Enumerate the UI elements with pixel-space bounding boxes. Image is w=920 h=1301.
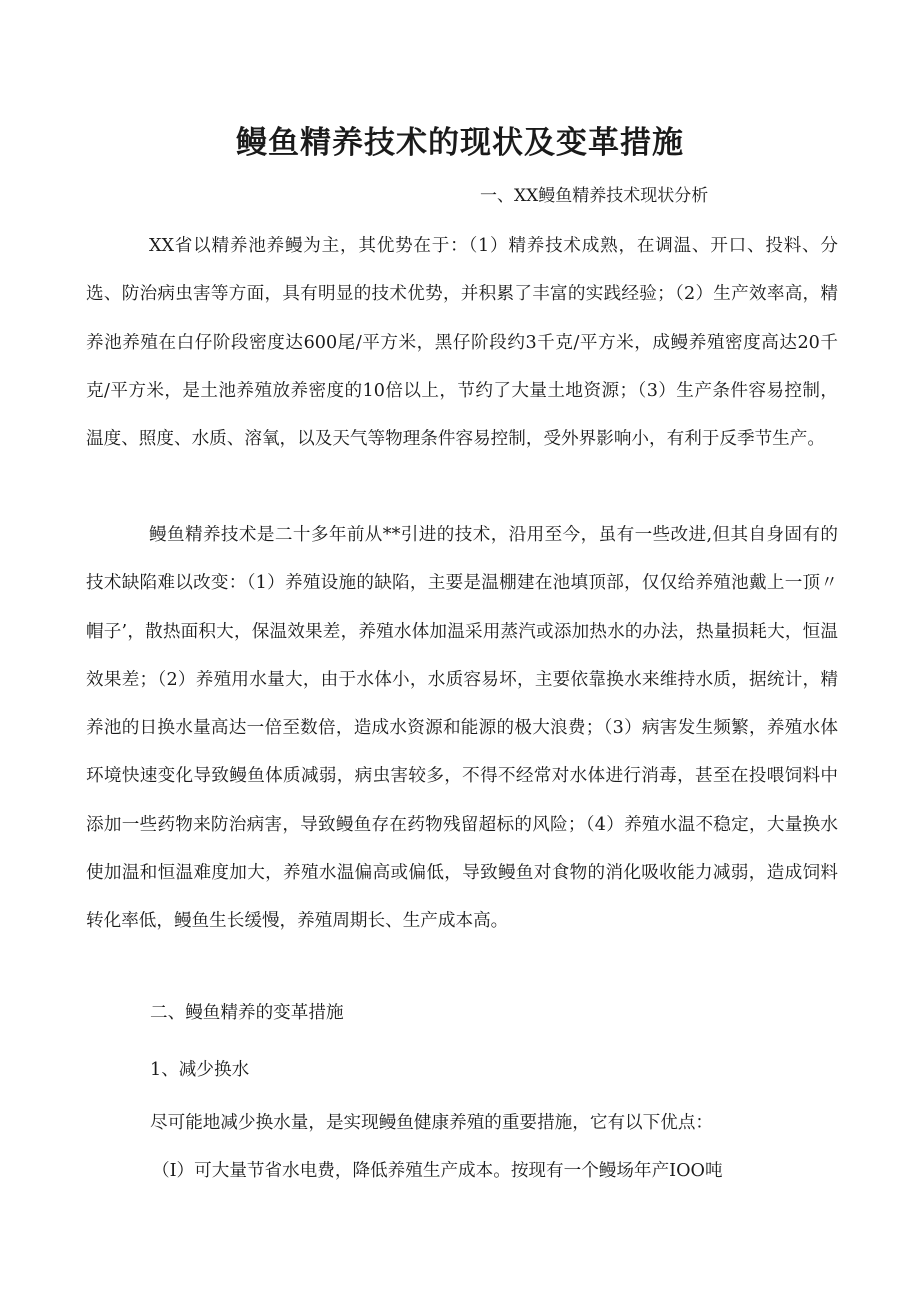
document-title: 鳗鱼精养技术的现状及变革措施 [236,125,684,161]
subsection-heading-reduce-water: 1、减少换水 [150,1060,250,1080]
paragraph-advantages: XX省以精养池养鳗为主，其优势在于：（1）精养技术成熟，在调温、开口、投料、分选、防治病虫害等方面，具有明显的技术优势，并积累了丰富的实践经验；（2）生产效率高，精养池养殖在白仔阶段密度达600尾/平方米，黑仔阶段约3千克/平方米，成鳗养殖密度高达20千克/平方米，是土池养殖放养密度的10倍以上，节约了大量土地资源；（3）生产条件容易控制，温度、照度、水质、溶氧，以及天气等物理条件容易控制，受外界影响小，有利于反季节生产。 [86,236,838,450]
paragraph-benefit-1: （I）可大量节省水电费，降低养殖生产成本。按现有一个鳗场年产IOO吨 [152,1161,723,1181]
paragraph-reduce-water-intro: 尽可能地减少换水量，是实现鳗鱼健康养殖的重要措施，它有以下优点： [150,1113,714,1133]
paragraph-defects: 鳗鱼精养技术是二十多年前从**引进的技术，沿用至今，虽有一些改进,但其自身固有的技术缺陷难以改变：（1）养殖设施的缺陷，主要是温棚建在池填顶部，仅仅给养殖池戴上一顶〃帽子’，散热面积大，保温效果差，养殖水体加温采用蒸汽或添加热水的办法，热量损耗大，恒温效果差；（2）养殖用水量大，由于水体小，水质容易坏，主要依靠换水来维持水质，据统计，精养池的日换水量高达一倍至数倍，造成水资源和能源的极大浪费；（3）病害发生频繁，养殖水体环境快速变化导致鳗鱼体质减弱，病虫害较多，不得不经常对水体进行消毒，甚至在投喂饲料中添加一些药物来防治病害，导致鳗鱼存在药物残留超标的风险；（4）养殖水温不稳定，大量换水使加温和恒温难度加大，养殖水温偏高或偏低，导致鳗鱼对食物的消化吸收能力减弱，造成饲料转化率低，鳗鱼生长缓慢，养殖周期长、生产成本高。 [86,525,838,932]
section-heading-1: 一、XX鳗鱼精养技术现状分析 [480,186,709,206]
section-heading-2: 二、鳗鱼精养的变革措施 [150,1003,344,1023]
